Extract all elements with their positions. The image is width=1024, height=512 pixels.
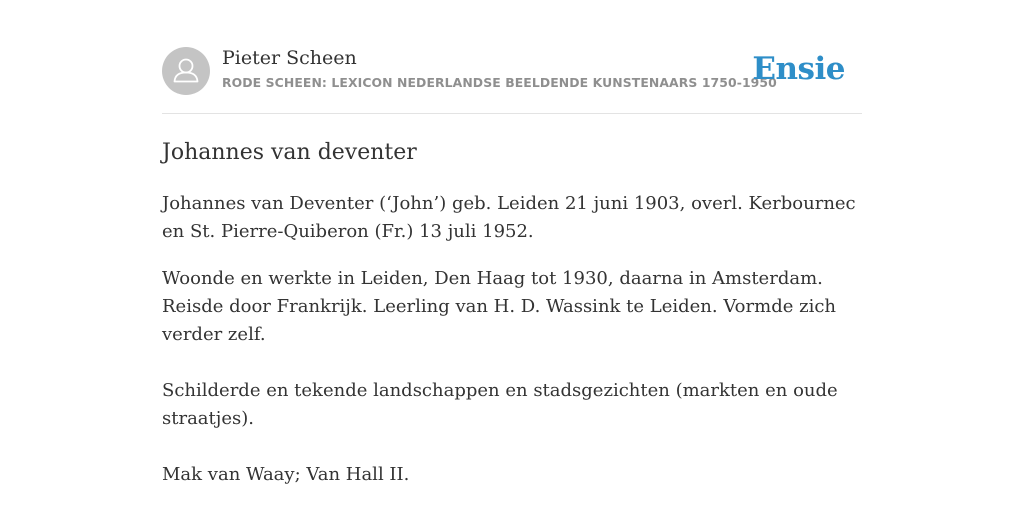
avatar[interactable] (162, 47, 210, 95)
paragraph-references: Mak van Waay; Van Hall II. (162, 464, 410, 485)
paragraph-work: Schilderde en tekende landschappen en stadsgezichten (markten en oude straatjes). (162, 380, 838, 429)
paragraph-residence: Woonde en werkte in Leiden, Den Haag tot 1930, daarna in Amsterdam. Reisde door Frankrijk. Leerling van H. D. Wassink te Leiden. Vormde zich verder zelf. (162, 268, 837, 345)
article-body (162, 190, 862, 489)
brand-logo[interactable]: Ensie (752, 51, 845, 87)
paragraph-birth-death: Johannes van Deventer (‘John’) geb. Leiden 21 juni 1903, overl. Kerbournec en St. Pierre-Quiberon (Fr.) 13 juli 1952. (162, 193, 856, 242)
source-title[interactable]: RODE SCHEEN: LEXICON NEDERLANDSE BEELDENDE KUNSTENAARS 1750-1950 (222, 75, 777, 90)
article-header (162, 46, 862, 96)
page-title: Johannes van deventer (162, 140, 417, 165)
header-divider (162, 113, 862, 114)
author-name[interactable]: Pieter Scheen (222, 47, 357, 69)
user-icon (162, 47, 210, 95)
